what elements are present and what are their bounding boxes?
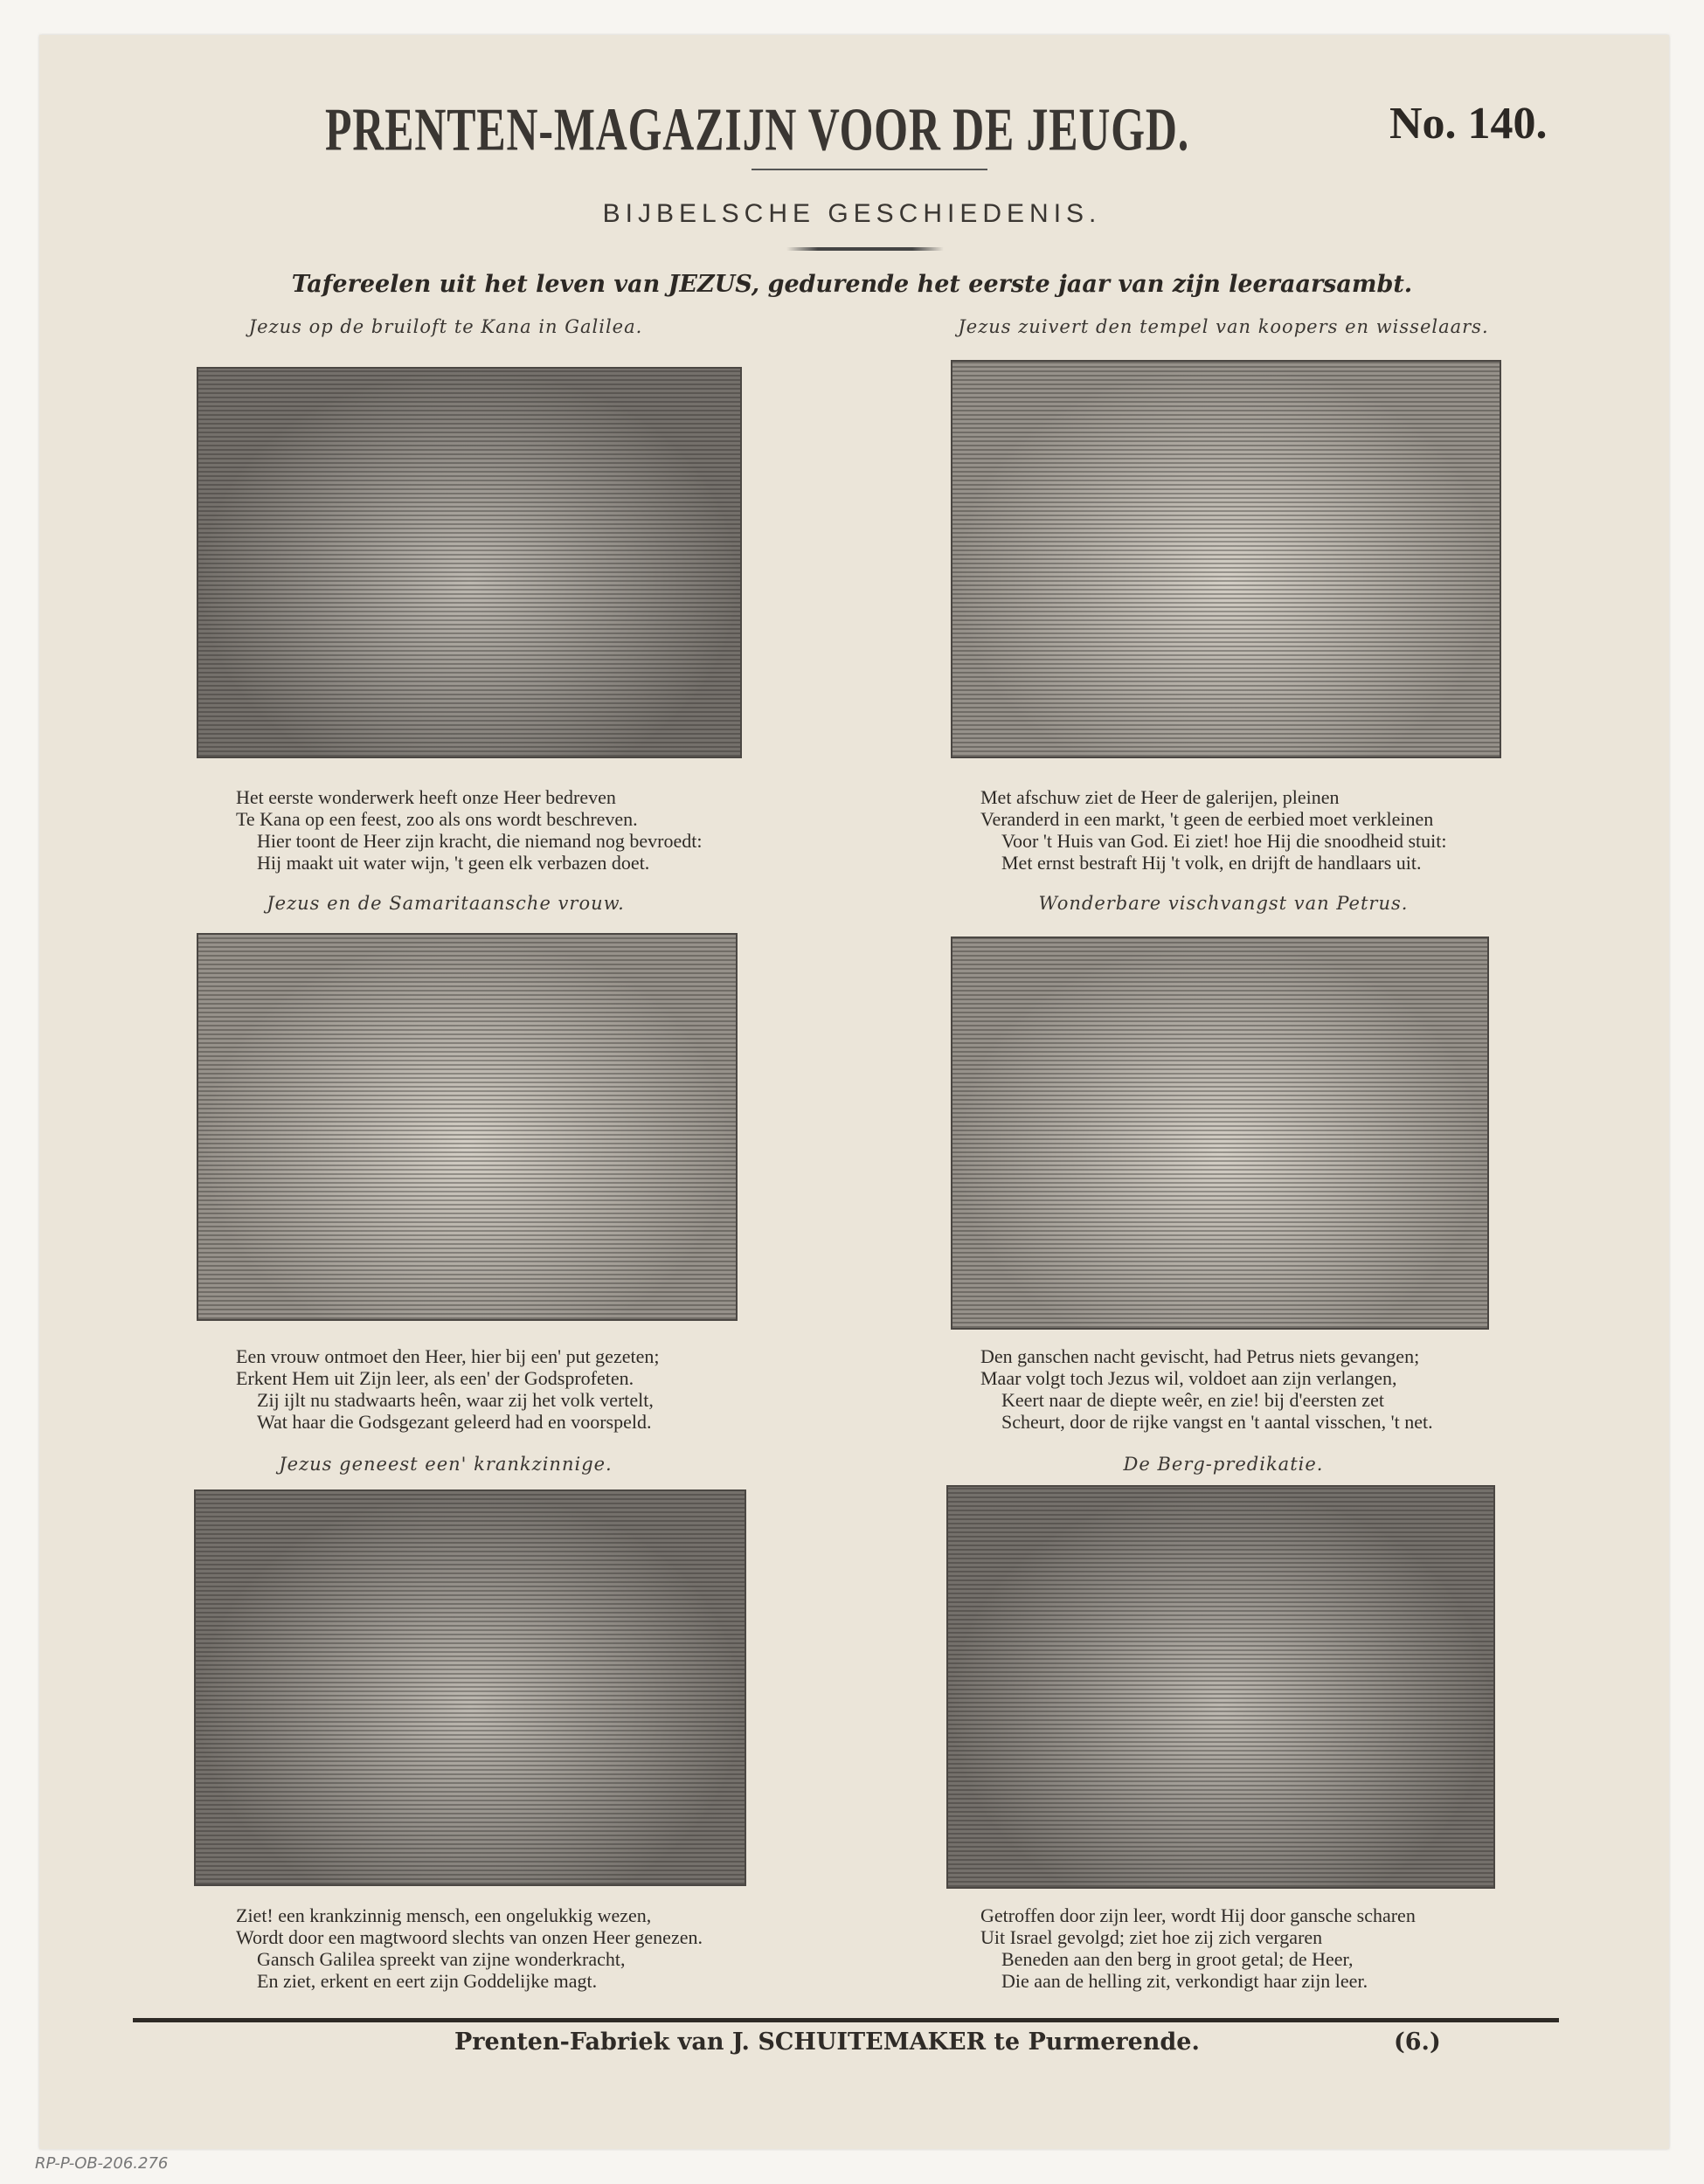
- title-rule: [752, 169, 987, 170]
- panel-verse: Met afschuw ziet de Heer de galerijen, pleinen Veranderd in een markt, 't geen de eerbied moet verkleinen Voor 't Huis van God. Ei ziet! hoe Hij die snoodheid stuit: Met ernst bestraft Hij 't volk, en drijft de handlaars uit.: [980, 786, 1447, 874]
- tagline: Tafereelen uit het leven van JEZUS, gedurende het eerste jaar van zijn leeraarsambt.: [291, 271, 1413, 298]
- panel-verse: Getroffen door zijn leer, wordt Hij door gansche scharen Uit Israel gevolgd; ziet hoe zij zich vergaren Beneden aan den berg in groot getal; de Heer, Die aan de helling zit, verkondigt haar zijn leer.: [980, 1904, 1416, 1992]
- publisher-line: Prenten-Fabriek van J. SCHUITEMAKER te Purmerende.: [454, 2028, 1200, 2056]
- engraving-miraculous-catch: [951, 936, 1489, 1330]
- print-number: No. 140.: [1389, 99, 1548, 149]
- ornament-divider: [786, 247, 944, 251]
- panel-verse: Een vrouw ontmoet den Heer, hier bij een' put gezeten; Erkent Hem uit Zijn leer, als een' der Godsprofeten. Zij ijlt nu stadwaarts heên, waar zij het volk vertelt, Wat haar die Godsgezant geleerd had en voorspeld.: [236, 1345, 660, 1433]
- panel-verse: Den ganschen nacht gevischt, had Petrus niets gevangen; Maar volgt toch Jezus wil, voldoet aan zijn verlangen, Keert naar de diepte weêr, en zie! bij d'eersten zet Scheurt, door de rijke vangst en 't aantal visschen, 't net.: [980, 1345, 1433, 1433]
- panel-caption: Wonderbare vischvangst van Petrus.: [1038, 893, 1409, 914]
- panel-caption: Jezus geneest een' krankzinnige.: [279, 1454, 613, 1475]
- panel-verse: Ziet! een krankzinnig mensch, een ongelukkig wezen, Wordt door een magtwoord slechts van onzen Heer genezen. Gansch Galilea spreekt van zijne wonderkracht, En ziet, erkent en eert zijn Goddelijke magt.: [236, 1904, 703, 1992]
- panel-caption: Jezus en de Samaritaansche vrouw.: [267, 893, 625, 914]
- page-title: PRENTEN-MAGAZIJN VOOR DE JEUGD.: [325, 95, 1190, 164]
- engraving-sermon-on-mount: [946, 1485, 1495, 1889]
- panel-caption: Jezus zuivert den tempel van koopers en wisselaars.: [958, 316, 1489, 337]
- engraving-temple-cleansing: [951, 360, 1501, 758]
- page-number: (6.): [1394, 2028, 1441, 2056]
- panel-caption: De Berg-predikatie.: [1123, 1454, 1324, 1475]
- panel-caption: Jezus op de bruiloft te Kana in Galilea.: [248, 316, 643, 337]
- engraving-wedding-cana: [197, 367, 742, 758]
- footer-rule: [133, 2018, 1559, 2022]
- engraving-samaritan-woman: [197, 933, 738, 1321]
- inventory-label: RP-P-OB-206.276: [35, 2154, 169, 2173]
- engraving-healing-madman: [194, 1489, 746, 1886]
- subtitle: BIJBELSCHE GESCHIEDENIS.: [602, 199, 1102, 228]
- panel-verse: Het eerste wonderwerk heeft onze Heer bedreven Te Kana op een feest, zoo als ons wordt beschreven. Hier toont de Heer zijn kracht, die niemand nog bevroedt: Hij maakt uit water wijn, 't geen elk verbazen doet.: [236, 786, 703, 874]
